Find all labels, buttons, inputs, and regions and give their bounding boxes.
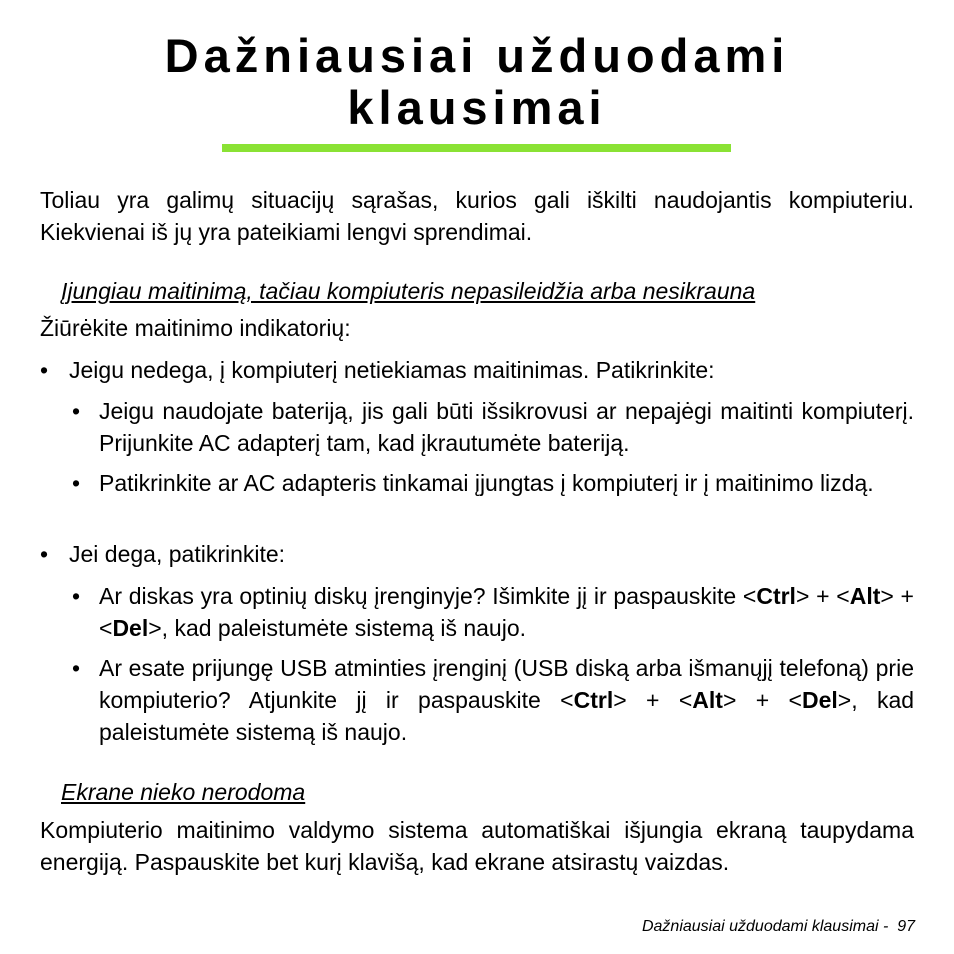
list-item-no-power: Jeigu nedega, į kompiuterį netiekiamas maitinimas. Patikrinkite: (69, 357, 715, 383)
text-run: > + < (99, 583, 914, 641)
page-title-line-2: klausimai (347, 81, 607, 134)
text-run: > + < (613, 687, 693, 713)
page-title-line-1: Dažniausiai užduodami (164, 29, 790, 82)
key-ctrl: Ctrl (573, 687, 614, 713)
text-run: > + < (795, 583, 850, 609)
key-del: Del (112, 615, 149, 641)
intro-paragraph: Toliau yra galimų situacijų sąrašas, kurios gali iškilti naudojantis kompiuteriu. Kiekvienai iš jų yra pateikiami lengvi sprendimai. (40, 187, 914, 245)
screen-paragraph: Kompiuterio maitinimo valdymo sistema automatiškai išjungia ekraną taupydama energiją. Paspauskite bet kurį klavišą, kad ekrane atsirastų vaizdas. (40, 817, 914, 875)
key-alt: Alt (849, 583, 881, 609)
bullet-icon: • (72, 470, 81, 496)
list-item-ac-adapter: Patikrinkite ar AC adapteris tinkamai įjungtas į kompiuterį ir į maitinimo lizdą. (99, 470, 874, 496)
key-del: Del (801, 687, 838, 713)
section-heading-screen: Ekrane nieko nerodoma (61, 779, 306, 805)
bullet-icon: • (72, 583, 81, 609)
page-title (0, 30, 954, 134)
text-run: >, kad paleistumėte sistemą iš naujo. (99, 687, 915, 745)
footer-running-title: Dažniausiai užduodami klausimai - (641, 918, 889, 935)
bullet-icon: • (72, 398, 81, 424)
list-item-power-on: Jei dega, patikrinkite: (69, 541, 286, 567)
text-run: Ar diskas yra optinių diskų įrenginyje? Išimkite jį ir paspauskite < (99, 583, 757, 609)
list-item-battery: Jeigu naudojate bateriją, jis gali būti išsikrovusi ar nepajėgi maitinti kompiuterį. Prijunkite AC adapterį tam, kad įkrautumėte bateriją. (99, 398, 914, 456)
bullet-icon: • (40, 541, 49, 567)
title-underline-bar (222, 144, 731, 152)
page-number: 97 (897, 918, 915, 935)
power-lead-text: Žiūrėkite maitinimo indikatorių: (40, 315, 351, 341)
bullet-icon: • (40, 357, 49, 383)
list-item-usb-device (99, 652, 914, 748)
text-run: >, kad paleistumėte sistemą iš naujo. (148, 615, 527, 641)
list-item-optical-disc (99, 580, 914, 644)
page-footer (520, 916, 915, 938)
section-heading-power: Įjungiau maitinimą, tačiau kompiuteris nepasileidžia arba nesikrauna (61, 278, 756, 304)
key-alt: Alt (692, 687, 723, 713)
key-ctrl: Ctrl (756, 583, 796, 609)
bullet-icon: • (72, 655, 81, 681)
text-run: Ar esate prijungę USB atminties įrenginį (USB diską arba išmanųjį telefoną) prie kompiuterio? Atjunkite jį ir paspauskite < (99, 655, 914, 713)
text-run: > + < (722, 687, 802, 713)
